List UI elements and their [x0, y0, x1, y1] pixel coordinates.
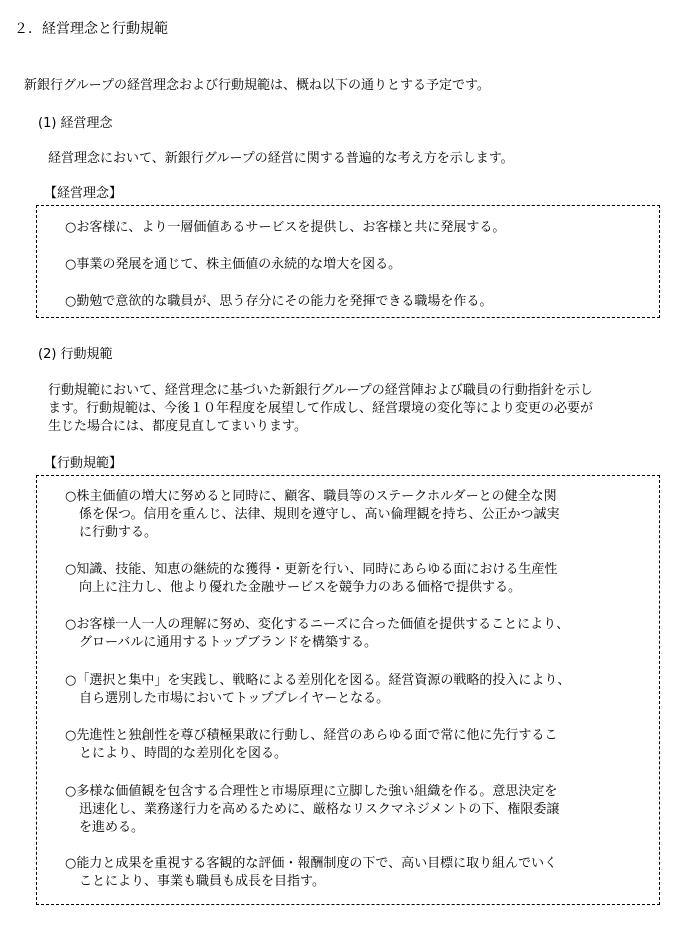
- conduct-item: [65, 727, 557, 763]
- conduct-item-line: ○株主価値の増大に努めると同時に、顧客、職員等のステークホルダーとの健全な関: [65, 489, 557, 504]
- conduct-item-line: に行動する。: [79, 525, 158, 540]
- philosophy-item: [65, 256, 401, 274]
- conduct-item-line: 迅速化し、業務遂行力を高めるために、厳格なリスクマネジメントの下、権限委譲: [79, 802, 560, 817]
- conduct-item: [65, 616, 569, 652]
- philosophy-heading: (1) 経営理念: [38, 116, 113, 131]
- conduct-item: [65, 783, 559, 837]
- conduct-box: [36, 475, 660, 905]
- conduct-description-line: 行動規範において、経営理念に基づいた新銀行グループの経営陣および職員の行動指針を示し: [48, 383, 593, 398]
- conduct-box-label: 【行動規範】: [44, 456, 123, 471]
- conduct-item-line: ことにより、事業も職員も成長を目指す。: [79, 874, 325, 889]
- conduct-item-line: を進める。: [79, 820, 145, 835]
- conduct-item-line: ○先進性と独創性を尊び積極果敢に行動し、経営のあらゆる面で常に他に先行するこ: [65, 728, 558, 743]
- conduct-item-line: とにより、時間的な差別化を図る。: [79, 746, 288, 761]
- philosophy-box-label: 【経営理念】: [44, 186, 123, 201]
- conduct-item: [65, 672, 570, 708]
- conduct-item-line: ○お客様一人一人の理解に努め、変化するニーズに合った価値を提供することにより、: [65, 617, 570, 632]
- conduct-item-line: ○知識、技能、知恵の継続的な獲得・更新を行い、同時にあらゆる面における生産性: [65, 562, 558, 577]
- conduct-heading: (2) 行動規範: [38, 347, 113, 362]
- philosophy-item: [65, 293, 492, 311]
- philosophy-box: [36, 205, 660, 318]
- conduct-item: [65, 561, 557, 597]
- conduct-description-line: ます。行動規範は、今後１０年程度を展望して作成し、経営環境の変化等により変更の必要が: [48, 401, 593, 416]
- philosophy-item-text: ○事業の発展を通じて、株主価値の永続的な増大を図る。: [65, 257, 402, 272]
- conduct-item-line: ○能力と成果を重視する客観的な評価・報酬制度の下で、高い目標に取り組んでいく: [65, 856, 558, 871]
- conduct-item: [65, 488, 559, 542]
- conduct-description-line: 生じた場合には、都度見直してまいります。: [48, 419, 307, 434]
- conduct-item-line: ○多様な価値観を包含する合理性と市場原理に立脚した強い組織を作る。意思決定を: [65, 784, 558, 799]
- conduct-item-line: 係を保つ。信用を重んじ、法律、規則を遵守し、高い倫理観を持ち、公正かつ誠実: [79, 507, 560, 522]
- conduct-item-line: ○「選択と集中」を実践し、戦略による差別化を図る。経営資源の戦略的投入により、: [65, 673, 571, 688]
- conduct-item-line: 向上に注力し、他より優れた金融サービスを競争力のある価格で提供する。: [79, 580, 522, 595]
- philosophy-item-text: ○勤勉で意欲的な職員が、思う存分にその能力を発揮できる職場を作る。: [65, 294, 493, 309]
- philosophy-item: [65, 219, 505, 237]
- conduct-item-line: 自ら選別した市場においてトッププレイヤーとなる。: [79, 691, 390, 706]
- conduct-item-line: グローバルに通用するトップブランドを構築する。: [79, 635, 377, 650]
- intro-text: 新銀行グループの経営理念および行動規範は、概ね以下の通りとする予定です。: [24, 78, 490, 93]
- section-title: ２．経営理念と行動規範: [14, 21, 168, 37]
- philosophy-description: 経営理念において、新銀行グループの経営に関する普遍的な考え方を示します。: [48, 151, 514, 166]
- philosophy-item-text: ○お客様に、より一層価値あるサービスを提供し、お客様と共に発展する。: [65, 220, 506, 235]
- conduct-item: [65, 855, 557, 891]
